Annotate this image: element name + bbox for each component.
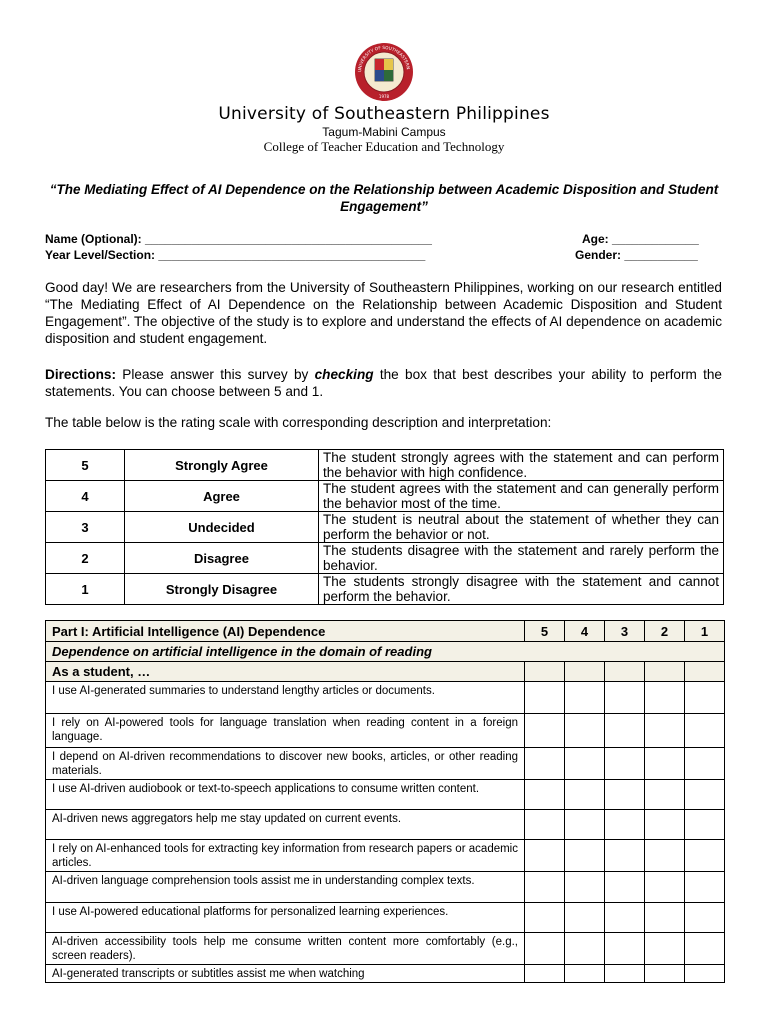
- survey-item-text: I use AI-powered educational platforms for personalized learning experiences.: [46, 903, 525, 933]
- survey-item-row: [46, 872, 725, 903]
- directions-paragraph: [45, 366, 722, 400]
- rating-checkbox-3[interactable]: [605, 903, 645, 933]
- rating-checkbox-1[interactable]: [685, 840, 725, 872]
- year-level-field[interactable]: Year Level/Section: ________________________________________: [45, 248, 426, 262]
- age-field[interactable]: Age: _____________: [582, 232, 699, 246]
- college-name: College of Teacher Education and Technology: [263, 139, 505, 154]
- survey-item-row: [46, 682, 725, 714]
- rating-checkbox-5[interactable]: [525, 933, 565, 965]
- rating-checkbox-4[interactable]: [565, 933, 605, 965]
- rating-checkbox-5[interactable]: [525, 965, 565, 983]
- rating-header-5: 5: [525, 621, 565, 642]
- rating-checkbox-1[interactable]: [685, 810, 725, 840]
- domain-row: [46, 642, 725, 662]
- rating-checkbox-4[interactable]: [565, 872, 605, 903]
- study-title: “The Mediating Effect of AI Dependence on the Relationship between Academic Disposition and Student Engagement”: [49, 182, 719, 214]
- survey-item-row: [46, 748, 725, 780]
- scale-label: Strongly Disagree: [125, 574, 319, 605]
- rating-checkbox-3[interactable]: [605, 780, 645, 810]
- rating-checkbox-2[interactable]: [645, 965, 685, 983]
- survey-item-text: I use AI-driven audiobook or text-to-speech applications to consume written content.: [46, 780, 525, 810]
- rating-checkbox-3[interactable]: [605, 933, 645, 965]
- rating-checkbox-1[interactable]: [685, 748, 725, 780]
- rating-checkbox-4[interactable]: [565, 965, 605, 983]
- university-name: University of Southeastern Philippines: [218, 104, 550, 124]
- rating-checkbox-4[interactable]: [565, 780, 605, 810]
- rating-scale-table: [45, 449, 724, 605]
- scale-description: The student strongly agrees with the statement and can perform the behavior with high confidence.: [319, 450, 724, 481]
- scale-number: 5: [46, 450, 125, 481]
- scale-label: Disagree: [125, 543, 319, 574]
- directions-emphasis: checking: [314, 367, 374, 382]
- svg-text:UNIVERSITY OF SOUTHEASTERN PHI: UNIVERSITY OF SOUTHEASTERN: [357, 45, 410, 73]
- rating-checkbox-3[interactable]: [605, 682, 645, 714]
- scale-row: [46, 450, 724, 481]
- rating-checkbox-2[interactable]: [645, 780, 685, 810]
- rating-checkbox-4[interactable]: [565, 840, 605, 872]
- rating-checkbox-5[interactable]: [525, 682, 565, 714]
- survey-item-row: [46, 903, 725, 933]
- survey-item-text: I depend on AI-driven recommendations to discover new books, articles, or other reading materials.: [46, 748, 525, 780]
- survey-item-text: I rely on AI-powered tools for language translation when reading content in a foreign language.: [46, 714, 525, 748]
- rating-checkbox-1[interactable]: [685, 872, 725, 903]
- rating-checkbox-5[interactable]: [525, 748, 565, 780]
- rating-checkbox-5[interactable]: [525, 780, 565, 810]
- gender-field[interactable]: Gender: ___________: [575, 248, 698, 262]
- campus-name: Tagum-Mabini Campus: [322, 125, 446, 139]
- scale-row: [46, 481, 724, 512]
- rating-checkbox-3[interactable]: [605, 810, 645, 840]
- part-title: Part I: Artificial Intelligence (AI) Dependence: [46, 621, 525, 642]
- survey-item-text: I rely on AI-enhanced tools for extracting key information from research papers or academic articles.: [46, 840, 525, 872]
- rating-header-3: 3: [605, 621, 645, 642]
- scale-row: [46, 543, 724, 574]
- rating-checkbox-2[interactable]: [645, 933, 685, 965]
- survey-item-row: [46, 933, 725, 965]
- rating-checkbox-1[interactable]: [685, 682, 725, 714]
- scale-description: The students strongly disagree with the statement and cannot perform the behavior.: [319, 574, 724, 605]
- rating-checkbox-3[interactable]: [605, 965, 645, 983]
- survey-item-row: [46, 780, 725, 810]
- rating-checkbox-2[interactable]: [645, 682, 685, 714]
- domain-label: Dependence on artificial intelligence in the domain of reading: [46, 642, 725, 662]
- survey-item-row: [46, 965, 725, 983]
- survey-item-text: AI-driven language comprehension tools assist me in understanding complex texts.: [46, 872, 525, 903]
- survey-item-row: [46, 810, 725, 840]
- rating-checkbox-1[interactable]: [685, 714, 725, 748]
- scale-description: The student agrees with the statement and can generally perform the behavior most of the time.: [319, 481, 724, 512]
- rating-checkbox-3[interactable]: [605, 840, 645, 872]
- scale-description: The student is neutral about the statement of whether they can perform the behavior or not.: [319, 512, 724, 543]
- rating-checkbox-1[interactable]: [685, 965, 725, 983]
- rating-checkbox-5[interactable]: [525, 903, 565, 933]
- scale-number: 1: [46, 574, 125, 605]
- rating-checkbox-5[interactable]: [525, 840, 565, 872]
- scale-number: 4: [46, 481, 125, 512]
- rating-checkbox-5[interactable]: [525, 810, 565, 840]
- rating-checkbox-4[interactable]: [565, 714, 605, 748]
- directions-label: Directions:: [45, 367, 117, 382]
- survey-item-text: AI-driven accessibility tools help me consume written content more comfortably (e.g., screen readers).: [46, 933, 525, 965]
- rating-checkbox-2[interactable]: [645, 903, 685, 933]
- rating-checkbox-1[interactable]: [685, 780, 725, 810]
- rating-checkbox-2[interactable]: [645, 748, 685, 780]
- scale-label: Agree: [125, 481, 319, 512]
- scale-label: Undecided: [125, 512, 319, 543]
- rating-checkbox-2[interactable]: [645, 810, 685, 840]
- survey-table: [45, 620, 725, 983]
- rating-checkbox-1[interactable]: [685, 903, 725, 933]
- rating-checkbox-2[interactable]: [645, 872, 685, 903]
- university-seal-logo: [347, 42, 421, 102]
- name-field[interactable]: Name (Optional): ___________________________________________: [45, 232, 432, 246]
- survey-item-text: AI-generated transcripts or subtitles assist me when watching: [46, 965, 525, 983]
- scale-row: [46, 512, 724, 543]
- rating-checkbox-5[interactable]: [525, 872, 565, 903]
- svg-text:1978: 1978: [378, 94, 390, 99]
- survey-item-row: [46, 840, 725, 872]
- directions-text-1: Please answer this survey by: [116, 367, 315, 382]
- rating-header-4: 4: [565, 621, 605, 642]
- rating-checkbox-4[interactable]: [565, 682, 605, 714]
- table-intro: The table below is the rating scale with corresponding description and interpretation:: [45, 415, 552, 430]
- survey-item-row: [46, 714, 725, 748]
- scale-number: 2: [46, 543, 125, 574]
- rating-checkbox-4[interactable]: [565, 748, 605, 780]
- rating-checkbox-5[interactable]: [525, 714, 565, 748]
- survey-item-text: AI-driven news aggregators help me stay updated on current events.: [46, 810, 525, 840]
- rating-checkbox-4[interactable]: [565, 810, 605, 840]
- rating-checkbox-3[interactable]: [605, 872, 645, 903]
- intro-paragraph: Good day! We are researchers from the University of Southeastern Philippines, working on our research entitled “The Mediating Effect of AI Dependence on the Relationship between Academic Disposition and Student Engagement”. The objective of the study is to explore and understand the effects of AI dependence on academic disposition and student engagement.: [45, 280, 722, 346]
- scale-row: [46, 574, 724, 605]
- rating-header-1: 1: [685, 621, 725, 642]
- scale-number: 3: [46, 512, 125, 543]
- rating-header-2: 2: [645, 621, 685, 642]
- rating-checkbox-1[interactable]: [685, 933, 725, 965]
- scale-label: Strongly Agree: [125, 450, 319, 481]
- rating-checkbox-3[interactable]: [605, 714, 645, 748]
- directions-text-2: the box that best describes your ability to perform the statements. You can choose between 5 and 1.: [45, 367, 722, 399]
- survey-item-text: I use AI-generated summaries to understand lengthy articles or documents.: [46, 682, 525, 714]
- rating-checkbox-4[interactable]: [565, 903, 605, 933]
- as-student-label: As a student, …: [46, 662, 525, 682]
- rating-checkbox-2[interactable]: [645, 714, 685, 748]
- rating-checkbox-2[interactable]: [645, 840, 685, 872]
- scale-description: The students disagree with the statement and rarely perform the behavior.: [319, 543, 724, 574]
- as-student-row: [46, 662, 725, 682]
- rating-checkbox-3[interactable]: [605, 748, 645, 780]
- survey-header-row: [46, 621, 725, 642]
